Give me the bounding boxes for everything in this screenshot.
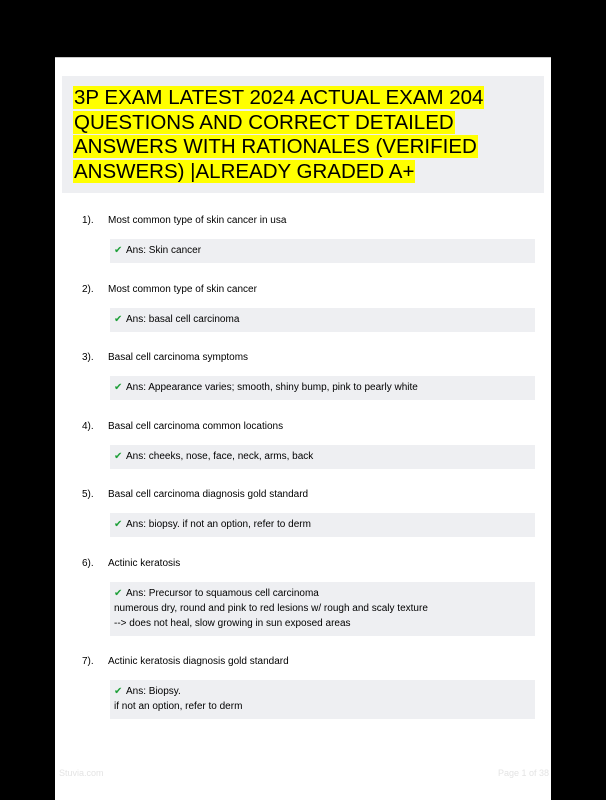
question-text: Actinic keratosis diagnosis gold standard — [108, 656, 289, 667]
answer-text: numerous dry, round and pink to red lesions w/ rough and scaly texture — [114, 603, 428, 614]
answer-line — [114, 449, 535, 464]
answer-line — [114, 243, 535, 258]
answer-line — [114, 616, 535, 631]
question-number: 2). — [82, 284, 94, 295]
answer-text: Ans: Precursor to squamous cell carcinoma — [126, 588, 319, 599]
question-text: Basal cell carcinoma common locations — [108, 421, 284, 432]
check-icon: ✔ — [114, 451, 123, 462]
title-box — [62, 76, 544, 193]
answer-box — [110, 680, 535, 719]
answer-box — [110, 445, 535, 469]
answer-line — [114, 380, 535, 395]
check-icon: ✔ — [114, 382, 123, 393]
check-icon: ✔ — [114, 686, 123, 697]
question-number: 5). — [82, 489, 94, 500]
answer-text: Ans: Biopsy. — [126, 686, 181, 697]
question-text: Basal cell carcinoma symptoms — [108, 352, 249, 363]
question-text: Actinic keratosis — [108, 558, 181, 569]
question-number: 3). — [82, 352, 94, 363]
question-number: 6). — [82, 558, 94, 569]
answer-box — [110, 308, 535, 332]
answer-text: Ans: basal cell carcinoma — [126, 314, 240, 325]
check-icon: ✔ — [114, 245, 123, 256]
answer-box — [110, 582, 535, 636]
answer-text: Ans: Skin cancer — [126, 245, 202, 256]
answer-box — [110, 513, 535, 537]
answer-line — [114, 586, 535, 601]
answer-text: --> does not heal, slow growing in sun exposed areas — [114, 618, 351, 629]
footer-left: Stuvia.com — [59, 768, 104, 778]
answer-line — [114, 517, 535, 532]
answer-text: Ans: biopsy. if not an option, refer to derm — [126, 519, 311, 530]
page-number: Page 1 of 38 — [497, 768, 549, 778]
answer-line — [114, 601, 535, 616]
document-title: 3P EXAM LATEST 2024 ACTUAL EXAM 204 QUESTIONS AND CORRECT DETAILED ANSWERS WITH RATIONALES (VERIFIED ANSWERS) |ALREADY GRADED A+ — [74, 86, 484, 183]
page-divider — [55, 57, 551, 58]
question-text: Most common type of skin cancer in usa — [108, 215, 287, 226]
question-number: 1). — [82, 215, 94, 226]
answer-line — [114, 312, 535, 327]
answer-box — [110, 376, 535, 400]
answer-text: Ans: cheeks, nose, face, neck, arms, back — [126, 451, 314, 462]
answer-line — [114, 684, 535, 699]
check-icon: ✔ — [114, 519, 123, 530]
question-text: Most common type of skin cancer — [108, 284, 257, 295]
check-icon: ✔ — [114, 314, 123, 325]
answer-text: if not an option, refer to derm — [114, 701, 243, 712]
answer-text: Ans: Appearance varies; smooth, shiny bump, pink to pearly white — [126, 382, 418, 393]
question-number: 4). — [82, 421, 94, 432]
check-icon: ✔ — [114, 588, 123, 599]
question-text: Basal cell carcinoma diagnosis gold standard — [108, 489, 309, 500]
document-page — [55, 57, 551, 800]
question-number: 7). — [82, 656, 94, 667]
answer-line — [114, 699, 535, 714]
answer-box — [110, 239, 535, 263]
